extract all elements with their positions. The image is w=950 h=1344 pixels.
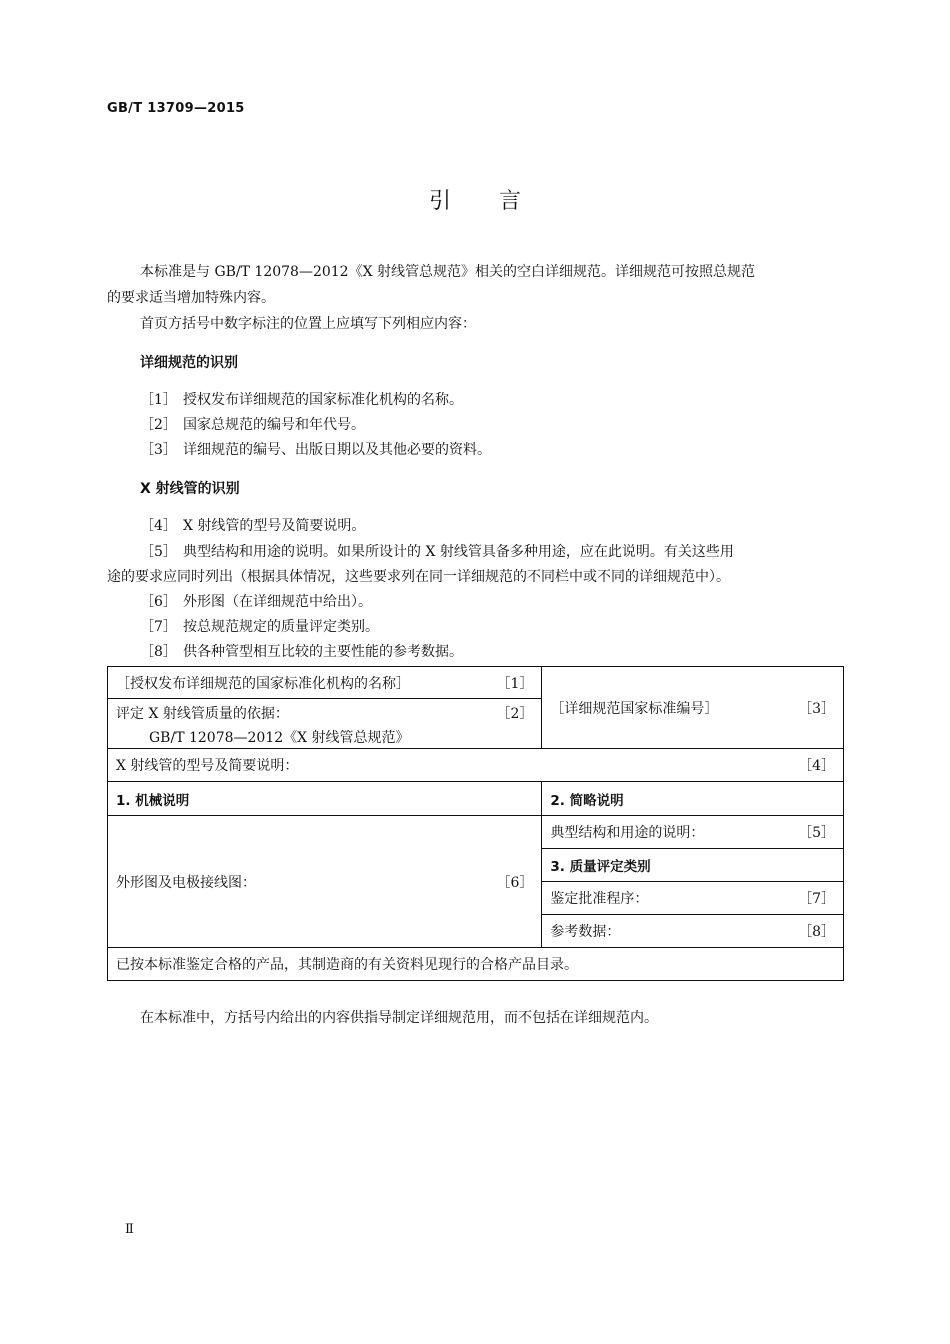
page-title: 引言 bbox=[428, 189, 569, 214]
cell-text: 评定 X 射线管质量的依据： bbox=[116, 706, 289, 722]
cell-qualified-products: 已按本标准鉴定合格的产品，其制造商的有关资料见现行的合格产品目录。 bbox=[108, 948, 844, 981]
closing-note: 在本标准中，方括号内给出的内容供指导制定详细规范用，而不包括在详细规范内。 bbox=[140, 1010, 658, 1026]
cell-subtext: GB/T 12078—2012《X 射线管总规范》 bbox=[149, 730, 410, 746]
intro-p1-line2: 的要求适当增加特殊内容。 bbox=[107, 290, 275, 306]
cell-tag: ［6］ bbox=[496, 874, 534, 891]
list-item bbox=[140, 414, 365, 434]
item-text: 外形图（在详细规范中给出）。 bbox=[183, 594, 372, 610]
list-item bbox=[140, 439, 491, 459]
list-item bbox=[140, 389, 463, 409]
cell-tag: ［4］ bbox=[798, 758, 835, 774]
item-number: ［1］ bbox=[140, 392, 177, 408]
item-text: 授权发布详细规范的国家标准化机构的名称。 bbox=[183, 392, 463, 408]
item-text: 详细规范的编号、出版日期以及其他必要的资料。 bbox=[183, 442, 491, 458]
cell-tag: ［3］ bbox=[798, 700, 835, 717]
cell-text: ［授权发布详细规范的国家标准化机构的名称］ bbox=[116, 675, 410, 692]
cell-reference-data bbox=[542, 915, 844, 948]
page-number: Ⅱ bbox=[125, 1222, 134, 1237]
item-number: ［2］ bbox=[140, 417, 177, 433]
cell-quality-basis bbox=[108, 699, 542, 749]
item-text: 按总规范规定的质量评定类别。 bbox=[183, 619, 379, 635]
cell-text: ［详细规范国家标准编号］ bbox=[550, 700, 719, 717]
cell-spec-number bbox=[542, 667, 844, 749]
item-number: ［8］ bbox=[140, 644, 177, 660]
cell-heading-quality: 3. 质量评定类别 bbox=[542, 849, 844, 882]
cell-structure-use bbox=[542, 816, 844, 849]
cell-text: 外形图及电极接线图： bbox=[116, 874, 256, 891]
list-item bbox=[140, 541, 734, 561]
item-number: ［4］ bbox=[140, 518, 177, 534]
cell-heading-brief: 2. 简略说明 bbox=[542, 782, 844, 816]
list-item-continuation: 途的要求应同时列出（根据具体情况，这些要求列在同一详细规范的不同栏中或不同的详细规范中）。 bbox=[107, 569, 730, 585]
item-text: 国家总规范的编号和年代号。 bbox=[183, 417, 365, 433]
item-text: 供各种管型相互比较的主要性能的参考数据。 bbox=[183, 644, 463, 660]
list-item bbox=[140, 591, 372, 611]
standard-code: GB/T 13709—2015 bbox=[107, 101, 245, 116]
list-item bbox=[140, 641, 463, 661]
cell-text: X 射线管的型号及简要说明： bbox=[116, 758, 299, 774]
list-item bbox=[140, 616, 379, 636]
cell-tag: ［8］ bbox=[798, 924, 835, 940]
cell-text: 鉴定批准程序： bbox=[550, 891, 649, 907]
cell-text: 典型结构和用途的说明： bbox=[550, 825, 705, 841]
section-heading-spec-id: 详细规范的识别 bbox=[140, 355, 238, 371]
item-number: ［3］ bbox=[140, 442, 177, 458]
cell-approval-procedure bbox=[542, 882, 844, 915]
cell-org-name bbox=[108, 667, 542, 699]
item-number: ［7］ bbox=[140, 619, 177, 635]
item-number: ［6］ bbox=[140, 594, 177, 610]
intro-p2: 首页方括号中数字标注的位置上应填写下列相应内容： bbox=[140, 316, 476, 332]
cell-heading-mechanical: 1. 机械说明 bbox=[108, 782, 542, 816]
cell-tag: ［1］ bbox=[496, 675, 534, 692]
cell-tag: ［7］ bbox=[798, 891, 835, 907]
cell-tag: ［2］ bbox=[496, 706, 534, 722]
cell-tag: ［5］ bbox=[798, 825, 835, 841]
list-item bbox=[140, 515, 365, 535]
item-text: X 射线管的型号及简要说明。 bbox=[183, 518, 366, 534]
item-number: ［5］ bbox=[140, 544, 177, 560]
spec-template-table bbox=[107, 666, 844, 981]
intro-p1-line1: 本标准是与 GB/T 12078—2012《X 射线管总规范》相关的空白详细规范。详细规范可按照总规范 bbox=[140, 264, 756, 280]
cell-outline-drawing bbox=[108, 816, 542, 948]
cell-tube-type bbox=[108, 749, 844, 782]
item-text: 典型结构和用途的说明。如果所设计的 X 射线管具备多种用途，应在此说明。有关这些用 bbox=[183, 544, 734, 560]
section-heading-tube-id: X 射线管的识别 bbox=[140, 481, 240, 497]
cell-text: 参考数据： bbox=[550, 924, 621, 940]
